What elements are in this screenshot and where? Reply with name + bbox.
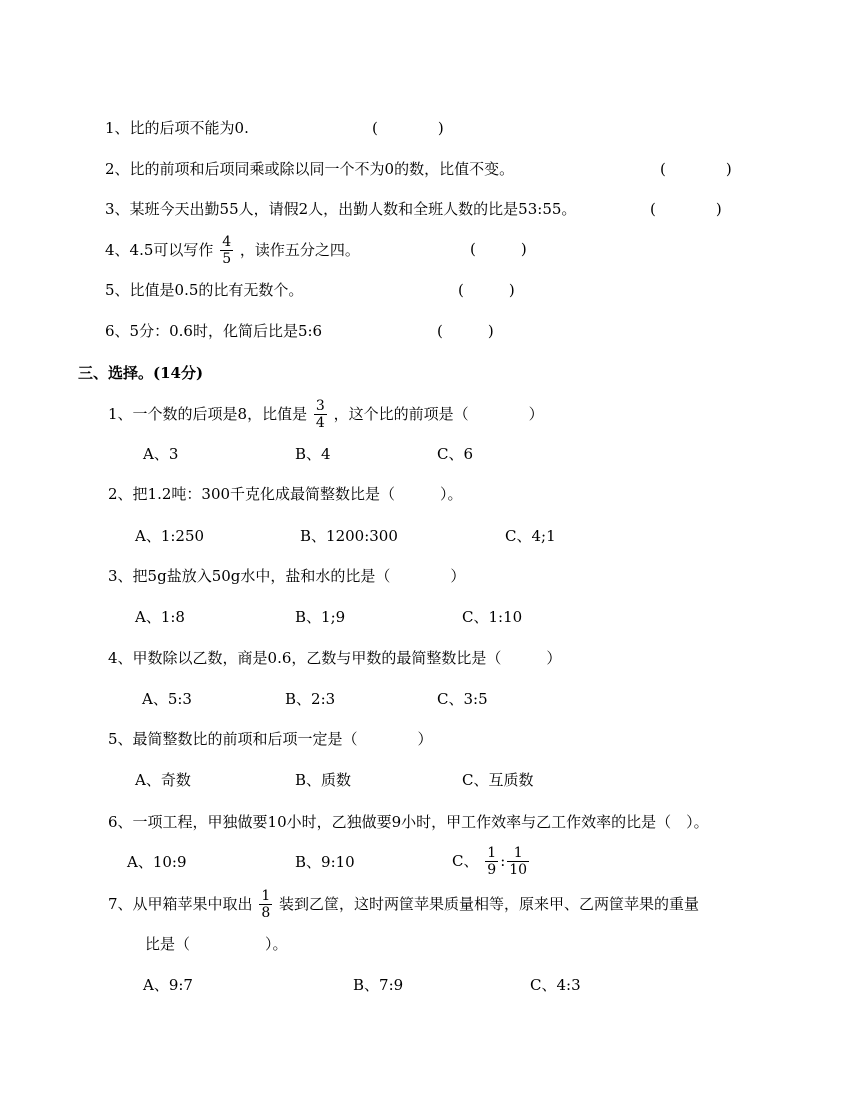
fraction-one-tenth: $\frac{1}{10}$ bbox=[509, 844, 528, 878]
question-2: 2、把1.2吨：300千克化成最简整数比是（ ）。 bbox=[108, 485, 463, 503]
answer-paren-3[interactable]: ( ) bbox=[650, 200, 722, 218]
judge-item-4: 4、4.5可以写作 $\frac{4}{5}$ ，读作五分之四。 bbox=[105, 233, 360, 267]
q1-option-a[interactable]: A、3 bbox=[143, 445, 179, 463]
q3-option-c[interactable]: C、1:10 bbox=[462, 608, 523, 626]
q2-option-b[interactable]: B、1200:300 bbox=[300, 527, 398, 545]
q3-option-a[interactable]: A、1:8 bbox=[135, 608, 185, 626]
q7-option-c[interactable]: C、4:3 bbox=[530, 976, 581, 994]
q4-option-b[interactable]: B、2:3 bbox=[285, 690, 336, 708]
question-5: 5、最简整数比的前项和后项一定是（ ） bbox=[108, 730, 433, 748]
judge-item-3: 3、某班今天出勤55人，请假2人，出勤人数和全班人数的比是53:55。 bbox=[105, 200, 577, 218]
judge-item-1: 1、比的后项不能为0. bbox=[105, 119, 249, 137]
q1-option-b[interactable]: B、4 bbox=[295, 445, 331, 463]
answer-paren-1[interactable]: ( ) bbox=[372, 119, 444, 137]
judge-item-6: 6、5分：0.6时，化简后比是5:6 bbox=[105, 322, 323, 340]
q2-option-c[interactable]: C、4;1 bbox=[505, 527, 556, 545]
q5-option-a[interactable]: A、奇数 bbox=[135, 771, 191, 789]
q7-option-a[interactable]: A、9:7 bbox=[143, 976, 193, 994]
q6-option-b[interactable]: B、9:10 bbox=[295, 853, 355, 871]
question-6: 6、一项工程，甲独做要10小时，乙独做要9小时，甲工作效率与乙工作效率的比是（ ）。 bbox=[108, 813, 709, 831]
question-7: 7、从甲箱苹果中取出 $\frac{1}{8}$ 装到乙筐，这时两筐苹果质量相等，原来甲、乙两筐苹果的重量 bbox=[108, 887, 700, 921]
q1-option-c[interactable]: C、6 bbox=[437, 445, 474, 463]
judge-item-5: 5、比值是0.5的比有无数个。 bbox=[105, 281, 304, 299]
judge-item-2: 2、比的前项和后项同乘或除以同一个不为0的数，比值不变。 bbox=[105, 160, 515, 178]
question-4: 4、甲数除以乙数，商是0.6，乙数与甲数的最简整数比是（ ） bbox=[108, 649, 562, 667]
question-7-line2: 比是（ ）。 bbox=[145, 935, 288, 953]
question-1: 1、一个数的后项是8，比值是 $\frac{3}{4}$ ，这个比的前项是（ ） bbox=[108, 397, 544, 431]
fraction-one-eighth: $\frac{1}{8}$ bbox=[261, 887, 271, 921]
q6-option-c[interactable]: C、 $\frac{1}{9}$ : $\frac{1}{10}$ bbox=[452, 844, 528, 878]
fraction-one-ninth: $\frac{1}{9}$ bbox=[487, 844, 497, 878]
fraction-four-fifths: $\frac{4}{5}$ bbox=[222, 233, 232, 267]
q3-option-b[interactable]: B、1;9 bbox=[295, 608, 346, 626]
q6-option-a[interactable]: A、10:9 bbox=[127, 853, 187, 871]
answer-paren-4[interactable]: ( ) bbox=[470, 240, 527, 258]
answer-paren-2[interactable]: ( ) bbox=[660, 160, 732, 178]
q4-option-c[interactable]: C、3:5 bbox=[437, 690, 488, 708]
q2-option-a[interactable]: A、1:250 bbox=[135, 527, 205, 545]
answer-paren-5[interactable]: ( ) bbox=[458, 281, 515, 299]
q5-option-c[interactable]: C、互质数 bbox=[462, 771, 534, 789]
answer-paren-6[interactable]: ( ) bbox=[437, 322, 494, 340]
q5-option-b[interactable]: B、质数 bbox=[295, 771, 352, 789]
question-3: 3、把5g盐放入50g水中，盐和水的比是（ ） bbox=[108, 567, 466, 585]
fraction-three-quarters: $\frac{3}{4}$ bbox=[315, 397, 325, 431]
q7-option-b[interactable]: B、7:9 bbox=[353, 976, 404, 994]
q4-option-a[interactable]: A、5:3 bbox=[142, 690, 192, 708]
section-title: 三、选择。(14分) bbox=[78, 364, 204, 382]
